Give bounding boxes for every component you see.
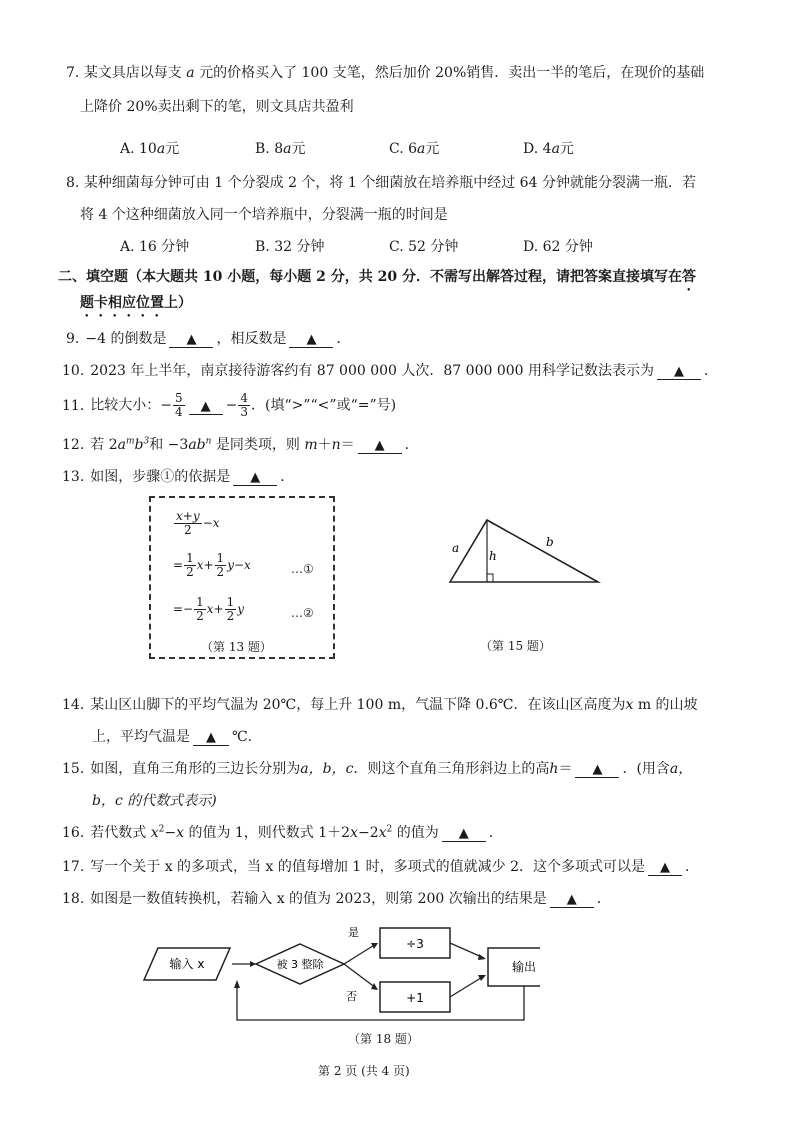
q16: 16. 若代数式 $x^2-x$ 的值为 1，则代数式 $1+2x-2x^2$ 的值为 ▲ ．: [62, 824, 503, 841]
q8-line2: 将 4 个这种细菌放入同一个培养瓶中，分裂满一瓶的时间是: [80, 207, 448, 223]
decision-label: 被 3 整除: [276, 958, 324, 971]
q7-line2: 上降价 20%卖出剩下的笔，则文具店共盈利: [80, 99, 354, 115]
q8-line1: 8. 某种细菌每分钟可由 1 个分裂成 2 个，将 1 个细菌放在培养瓶中经过 64 分钟就能分裂满一瓶．若: [66, 175, 696, 191]
label-a: a: [452, 541, 460, 555]
answer-blank[interactable]: ▲: [233, 470, 277, 486]
fraction: $\frac{5}{4}$: [175, 391, 183, 419]
section-heading-line2: 题卡相应位置上）: [80, 295, 192, 311]
q7-option-b: B. 8a元: [255, 141, 306, 157]
arrow-to-output: [450, 976, 484, 997]
expr-line-0: $\frac{x+y}{2}$ −x: [176, 509, 220, 537]
right-angle-mark: [487, 574, 493, 582]
q11: 11. 比较大小：− $\frac{5}{4}$ ▲ − $\frac{4}{3}$ ．(填“>”“<”或“=”号): [62, 391, 397, 419]
expr-line-1: = $\frac{1}{2}$ x+ $\frac{1}{2}$ y−x: [173, 551, 251, 579]
figure-13-box: [149, 496, 335, 659]
label-b: b: [546, 535, 554, 549]
input-label: 输入 x: [169, 957, 205, 971]
yes-label: 是: [348, 926, 359, 939]
question-number: 8.: [66, 175, 80, 191]
page-footer: 第 2 页 (共 4 页): [318, 1064, 410, 1078]
answer-blank[interactable]: ▲: [575, 762, 619, 778]
step-tag-1: …①: [291, 562, 314, 576]
section-heading: 二、填空题（本大题共 10 小题，每小题 2 分，共 20 分．不需写出解答过程，请把答案直接填写在答: [58, 269, 696, 285]
divide-by-3-label: ÷3: [406, 937, 424, 951]
q13: 13. 如图，步骤①的依据是 ▲ ．: [62, 469, 295, 485]
arrowhead: [234, 980, 240, 988]
arrow-no: [344, 964, 376, 988]
q18: 18. 如图是一数值转换机，若输入 x 的值为 2023，则第 200 次输出的结果是 ▲ ．: [62, 891, 611, 907]
plus-one-label: +1: [406, 991, 424, 1005]
step-tag-2: …②: [291, 606, 314, 620]
q12: 12. 若 $2a^mb^3$和 $-3ab^n$ 是同类项，则 m＋n＝ ▲ ．: [62, 436, 419, 453]
question-number: 7.: [66, 65, 80, 81]
answer-blank[interactable]: ▲: [358, 438, 402, 454]
q14-line1: 14. 某山区山脚下的平均气温为 20℃，每上升 100 m，气温下降 0.6℃．在该山区高度为x m 的山坡: [62, 697, 698, 713]
q9: 9. −4 的倒数是 ▲ ，相反数是 ▲ ．: [66, 331, 351, 347]
arrowhead: [371, 983, 378, 990]
q8-option-c: C. 52 分钟: [389, 239, 459, 255]
figure-15-triangle: [440, 512, 610, 592]
q8-option-d: D. 62 分钟: [523, 239, 593, 255]
answer-blank[interactable]: ▲: [550, 892, 594, 908]
figure-18-caption: （第 18 题）: [348, 1032, 419, 1046]
figure-13-caption: （第 13 题）: [201, 640, 272, 654]
fraction: $\frac{4}{3}$: [240, 391, 249, 419]
answer-blank[interactable]: ▲: [189, 399, 223, 415]
q15-line1: 15. 如图，直角三角形的三边长分别为a，b，c．则这个直角三角形斜边上的高h＝ ▲ ．(用含a，: [62, 761, 693, 777]
q15-line2: b，c 的代数式表示): [92, 793, 217, 809]
q8-option-a: A. 16 分钟: [120, 239, 190, 255]
answer-blank[interactable]: ▲: [169, 332, 213, 348]
arrowhead: [478, 954, 486, 960]
output-label: 输出: [511, 960, 537, 974]
q14-line2: 上，平均气温是 ▲ ℃.: [92, 729, 253, 745]
answer-blank[interactable]: ▲: [648, 860, 682, 876]
arrow-yes: [344, 944, 376, 964]
q8-option-b: B. 32 分钟: [255, 239, 325, 255]
arrowhead: [478, 975, 486, 981]
answer-blank[interactable]: ▲: [193, 730, 229, 746]
q17: 17. 写一个关于 x 的多项式，当 x 的值每增加 1 时，多项式的值就减少 2．这个多项式可以是 ▲ ．: [62, 859, 700, 875]
expr-line-2: =− $\frac{1}{2}$ x+ $\frac{1}{2}$ y: [173, 595, 245, 623]
q7-line1: 7. 某文具店以每支 a 元的价格买入了 100 支笔，然后加价 20%销售．卖出一半的笔后，在现价的基础: [66, 65, 705, 81]
right-triangle: [450, 520, 598, 582]
figure-18-flowchart: [140, 920, 540, 1030]
answer-blank[interactable]: ▲: [442, 826, 486, 842]
q10: 10. 2023 年上半年，南京接待游客约有 87 000 000 人次．87 000 000 用科学记数法表示为 ▲ ．: [62, 363, 719, 379]
q7-option-d: D. 4a元: [523, 141, 574, 157]
answer-blank[interactable]: ▲: [289, 332, 333, 348]
figure-15-caption: （第 15 题）: [480, 639, 551, 653]
answer-blank[interactable]: ▲: [657, 364, 701, 380]
no-label: 否: [346, 990, 357, 1003]
q7-option-c: C. 6a元: [389, 141, 440, 157]
q7-option-a: A. 10a元: [120, 141, 180, 157]
label-h: h: [489, 549, 497, 563]
